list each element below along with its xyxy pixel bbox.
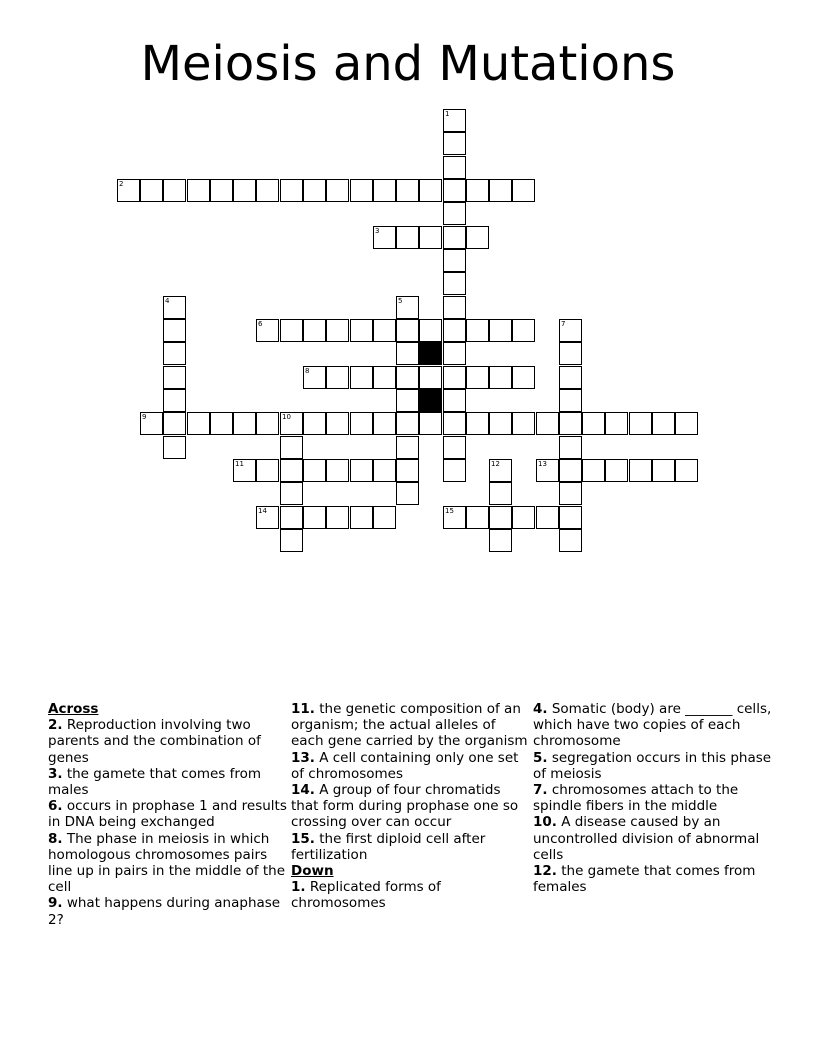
grid-cell[interactable] bbox=[303, 366, 326, 389]
grid-cell[interactable] bbox=[280, 506, 303, 529]
grid-cell[interactable] bbox=[350, 459, 373, 482]
clue-number: 2 bbox=[119, 180, 124, 188]
clue-number: 2. bbox=[48, 717, 63, 734]
clue-number: 9. bbox=[48, 895, 63, 912]
grid-cell[interactable] bbox=[559, 366, 582, 389]
grid-cell[interactable] bbox=[396, 342, 419, 365]
clue-number: 15 bbox=[445, 507, 454, 515]
grid-cell[interactable] bbox=[489, 482, 512, 505]
grid-cell[interactable] bbox=[256, 319, 279, 342]
clues-column-2 bbox=[291, 701, 531, 912]
grid-cell[interactable] bbox=[396, 296, 419, 319]
clue-item bbox=[291, 701, 531, 750]
clue-number: 12 bbox=[491, 460, 500, 468]
clue-text: chromosomes attach to the spindle fibers in the middle bbox=[533, 782, 739, 815]
clue-item bbox=[533, 782, 773, 814]
clue-text: Replicated forms of chromosomes bbox=[291, 879, 441, 912]
clue-item bbox=[533, 701, 773, 750]
grid-cell[interactable] bbox=[233, 459, 256, 482]
grid-cell[interactable] bbox=[559, 436, 582, 459]
clue-item bbox=[48, 798, 288, 830]
clue-text: segregation occurs in this phase of meiosis bbox=[533, 749, 772, 782]
grid-cell[interactable] bbox=[443, 156, 466, 179]
blocked-cell bbox=[419, 342, 442, 365]
clue-item bbox=[291, 879, 531, 911]
grid-cell[interactable] bbox=[350, 412, 373, 435]
grid-cell[interactable] bbox=[373, 179, 396, 202]
grid-cell[interactable] bbox=[163, 366, 186, 389]
grid-cell[interactable] bbox=[489, 179, 512, 202]
grid-cell[interactable] bbox=[489, 366, 512, 389]
clue-text: the gamete that comes from females bbox=[533, 863, 756, 896]
grid-cell[interactable] bbox=[163, 319, 186, 342]
clue-item bbox=[291, 750, 531, 782]
grid-cell[interactable] bbox=[350, 319, 373, 342]
grid-cell[interactable] bbox=[443, 226, 466, 249]
grid-cell[interactable] bbox=[536, 506, 559, 529]
clue-text: The phase in meiosis in which homologous chromosomes pairs line up in pairs in the middle of the cell bbox=[48, 830, 286, 896]
clue-number: 15. bbox=[291, 830, 315, 847]
grid-cell[interactable] bbox=[373, 226, 396, 249]
clue-number: 8. bbox=[48, 830, 63, 847]
grid-cell[interactable] bbox=[443, 319, 466, 342]
grid-cell[interactable] bbox=[419, 366, 442, 389]
grid-cell[interactable] bbox=[466, 366, 489, 389]
grid-cell[interactable] bbox=[443, 249, 466, 272]
clue-item bbox=[533, 863, 773, 895]
grid-cell[interactable] bbox=[512, 412, 535, 435]
grid-cell[interactable] bbox=[256, 412, 279, 435]
clue-number: 3 bbox=[375, 227, 380, 235]
grid-cell[interactable] bbox=[163, 389, 186, 412]
grid-cell[interactable] bbox=[326, 319, 349, 342]
grid-cell[interactable] bbox=[326, 412, 349, 435]
grid-cell[interactable] bbox=[536, 459, 559, 482]
clue-number: 4. bbox=[533, 701, 548, 717]
grid-cell[interactable] bbox=[303, 459, 326, 482]
grid-cell[interactable] bbox=[396, 389, 419, 412]
clue-number: 14 bbox=[258, 507, 267, 515]
grid-cell[interactable] bbox=[233, 412, 256, 435]
grid-cell[interactable] bbox=[117, 179, 140, 202]
grid-cell[interactable] bbox=[373, 506, 396, 529]
grid-cell[interactable] bbox=[443, 342, 466, 365]
clue-item bbox=[48, 831, 288, 896]
grid-cell[interactable] bbox=[303, 506, 326, 529]
across-header: Across bbox=[48, 701, 99, 717]
grid-cell[interactable] bbox=[443, 412, 466, 435]
grid-cell[interactable] bbox=[303, 319, 326, 342]
clue-item bbox=[533, 814, 773, 863]
clue-number: 5 bbox=[398, 297, 403, 305]
grid-cell[interactable] bbox=[419, 226, 442, 249]
grid-cell[interactable] bbox=[326, 366, 349, 389]
grid-cell[interactable] bbox=[559, 529, 582, 552]
grid-cell[interactable] bbox=[140, 179, 163, 202]
grid-cell[interactable] bbox=[163, 412, 186, 435]
grid-cell[interactable] bbox=[443, 179, 466, 202]
grid-cell[interactable] bbox=[443, 296, 466, 319]
clue-text: the gamete that comes from males bbox=[48, 765, 262, 799]
clue-number: 6 bbox=[258, 320, 263, 328]
grid-cell[interactable] bbox=[396, 482, 419, 505]
grid-cell[interactable] bbox=[512, 366, 535, 389]
clue-text: A disease caused by an uncontrolled division of abnormal cells bbox=[533, 814, 760, 863]
grid-cell[interactable] bbox=[280, 482, 303, 505]
grid-cell[interactable] bbox=[163, 296, 186, 319]
grid-cell[interactable] bbox=[163, 179, 186, 202]
grid-cell[interactable] bbox=[350, 179, 373, 202]
clue-number: 7. bbox=[533, 782, 548, 799]
grid-cell[interactable] bbox=[140, 412, 163, 435]
grid-cell[interactable] bbox=[280, 319, 303, 342]
grid-cell[interactable] bbox=[443, 272, 466, 295]
grid-cell[interactable] bbox=[559, 389, 582, 412]
grid-cell[interactable] bbox=[373, 319, 396, 342]
clue-number: 12. bbox=[533, 863, 557, 880]
grid-cell[interactable] bbox=[536, 412, 559, 435]
grid-cell[interactable] bbox=[559, 459, 582, 482]
grid-cell[interactable] bbox=[466, 506, 489, 529]
grid-cell[interactable] bbox=[559, 482, 582, 505]
clue-number: 3. bbox=[48, 765, 63, 782]
grid-cell[interactable] bbox=[443, 202, 466, 225]
grid-cell[interactable] bbox=[396, 412, 419, 435]
clue-item bbox=[291, 782, 531, 831]
clue-text: what happens during anaphase 2? bbox=[48, 895, 281, 928]
clue-number: 11. bbox=[291, 701, 315, 717]
grid-cell[interactable] bbox=[396, 319, 419, 342]
clue-number: 14. bbox=[291, 782, 315, 799]
grid-cell[interactable] bbox=[443, 132, 466, 155]
grid-cell[interactable] bbox=[280, 436, 303, 459]
grid-cell[interactable] bbox=[443, 436, 466, 459]
clue-number: 11 bbox=[235, 460, 244, 468]
grid-cell[interactable] bbox=[512, 179, 535, 202]
grid-cell[interactable] bbox=[629, 459, 652, 482]
clues-column-1 bbox=[48, 701, 288, 928]
clue-item bbox=[48, 895, 288, 927]
grid-cell[interactable] bbox=[489, 529, 512, 552]
clue-item bbox=[533, 750, 773, 782]
grid-cell[interactable] bbox=[396, 459, 419, 482]
clue-item bbox=[291, 831, 531, 863]
down-header: Down bbox=[291, 863, 334, 880]
grid-cell[interactable] bbox=[373, 412, 396, 435]
clue-number: 6. bbox=[48, 798, 63, 815]
grid-cell[interactable] bbox=[280, 529, 303, 552]
grid-cell[interactable] bbox=[280, 412, 303, 435]
grid-cell[interactable] bbox=[210, 179, 233, 202]
grid-cell[interactable] bbox=[326, 179, 349, 202]
grid-cell[interactable] bbox=[605, 459, 628, 482]
blocked-cell bbox=[419, 389, 442, 412]
clue-number: 9 bbox=[142, 413, 147, 421]
grid-cell[interactable] bbox=[419, 412, 442, 435]
grid-cell[interactable] bbox=[675, 459, 698, 482]
clue-number: 1 bbox=[445, 110, 450, 118]
grid-cell[interactable] bbox=[466, 226, 489, 249]
clue-number: 7 bbox=[561, 320, 566, 328]
grid-cell[interactable] bbox=[373, 366, 396, 389]
grid-cell[interactable] bbox=[303, 179, 326, 202]
clue-number: 8 bbox=[305, 367, 310, 375]
grid-cell[interactable] bbox=[350, 366, 373, 389]
grid-cell[interactable] bbox=[187, 179, 210, 202]
grid-cell[interactable] bbox=[326, 506, 349, 529]
grid-cell[interactable] bbox=[256, 506, 279, 529]
grid-cell[interactable] bbox=[582, 459, 605, 482]
clue-number: 5. bbox=[533, 749, 548, 766]
grid-cell[interactable] bbox=[350, 506, 373, 529]
grid-cell[interactable] bbox=[512, 319, 535, 342]
clue-number: 13 bbox=[538, 460, 547, 468]
grid-cell[interactable] bbox=[419, 179, 442, 202]
clue-text: the genetic composition of an organism; the actual alleles of each gene carried by the organism bbox=[291, 701, 528, 750]
puzzle-title: Meiosis and Mutations bbox=[140, 36, 676, 92]
grid-cell[interactable] bbox=[466, 179, 489, 202]
grid-cell[interactable] bbox=[187, 412, 210, 435]
grid-cell[interactable] bbox=[559, 506, 582, 529]
clue-text: Somatic (body) are _______ cells, which have two copies of each chromosome bbox=[533, 701, 772, 750]
grid-cell[interactable] bbox=[396, 226, 419, 249]
grid-cell[interactable] bbox=[466, 412, 489, 435]
clue-item bbox=[48, 766, 288, 798]
grid-cell[interactable] bbox=[559, 319, 582, 342]
clue-number: 4 bbox=[165, 297, 170, 305]
grid-cell[interactable] bbox=[280, 459, 303, 482]
grid-cell[interactable] bbox=[489, 319, 512, 342]
grid-cell[interactable] bbox=[256, 459, 279, 482]
grid-cell[interactable] bbox=[512, 506, 535, 529]
grid-cell[interactable] bbox=[559, 412, 582, 435]
clue-text: Reproduction involving two parents and the combination of genes bbox=[48, 717, 261, 766]
grid-cell[interactable] bbox=[396, 179, 419, 202]
clue-item bbox=[48, 717, 288, 766]
grid-cell[interactable] bbox=[466, 319, 489, 342]
clue-number: 13. bbox=[291, 749, 315, 766]
grid-cell[interactable] bbox=[163, 436, 186, 459]
grid-cell[interactable] bbox=[443, 459, 466, 482]
grid-cell[interactable] bbox=[443, 109, 466, 132]
grid-cell[interactable] bbox=[396, 366, 419, 389]
grid-cell[interactable] bbox=[280, 179, 303, 202]
clue-number: 10 bbox=[282, 413, 291, 421]
clue-number: 10. bbox=[533, 814, 557, 831]
grid-cell[interactable] bbox=[373, 459, 396, 482]
grid-cell[interactable] bbox=[419, 319, 442, 342]
grid-cell[interactable] bbox=[443, 506, 466, 529]
clue-text: A cell containing only one set of chromosomes bbox=[291, 749, 519, 782]
grid-cell[interactable] bbox=[326, 459, 349, 482]
grid-cell[interactable] bbox=[396, 436, 419, 459]
grid-cell[interactable] bbox=[652, 412, 675, 435]
clue-text: A group of four chromatids that form during prophase one so crossing over can occur bbox=[291, 782, 519, 831]
grid-cell[interactable] bbox=[256, 179, 279, 202]
grid-cell[interactable] bbox=[489, 506, 512, 529]
grid-cell[interactable] bbox=[163, 342, 186, 365]
grid-cell[interactable] bbox=[675, 412, 698, 435]
grid-cell[interactable] bbox=[233, 179, 256, 202]
grid-cell[interactable] bbox=[443, 389, 466, 412]
grid-cell[interactable] bbox=[629, 412, 652, 435]
clue-text: the first diploid cell after fertilization bbox=[291, 830, 486, 863]
clue-number: 1. bbox=[291, 879, 306, 896]
grid-cell[interactable] bbox=[443, 366, 466, 389]
grid-cell[interactable] bbox=[582, 412, 605, 435]
grid-cell[interactable] bbox=[489, 412, 512, 435]
clues-column-3 bbox=[533, 701, 773, 895]
grid-cell[interactable] bbox=[210, 412, 233, 435]
grid-cell[interactable] bbox=[652, 459, 675, 482]
grid-cell[interactable] bbox=[559, 342, 582, 365]
grid-cell[interactable] bbox=[303, 412, 326, 435]
grid-cell[interactable] bbox=[489, 459, 512, 482]
grid-cell[interactable] bbox=[605, 412, 628, 435]
clue-text: occurs in prophase 1 and results in DNA being exchanged bbox=[48, 798, 287, 831]
